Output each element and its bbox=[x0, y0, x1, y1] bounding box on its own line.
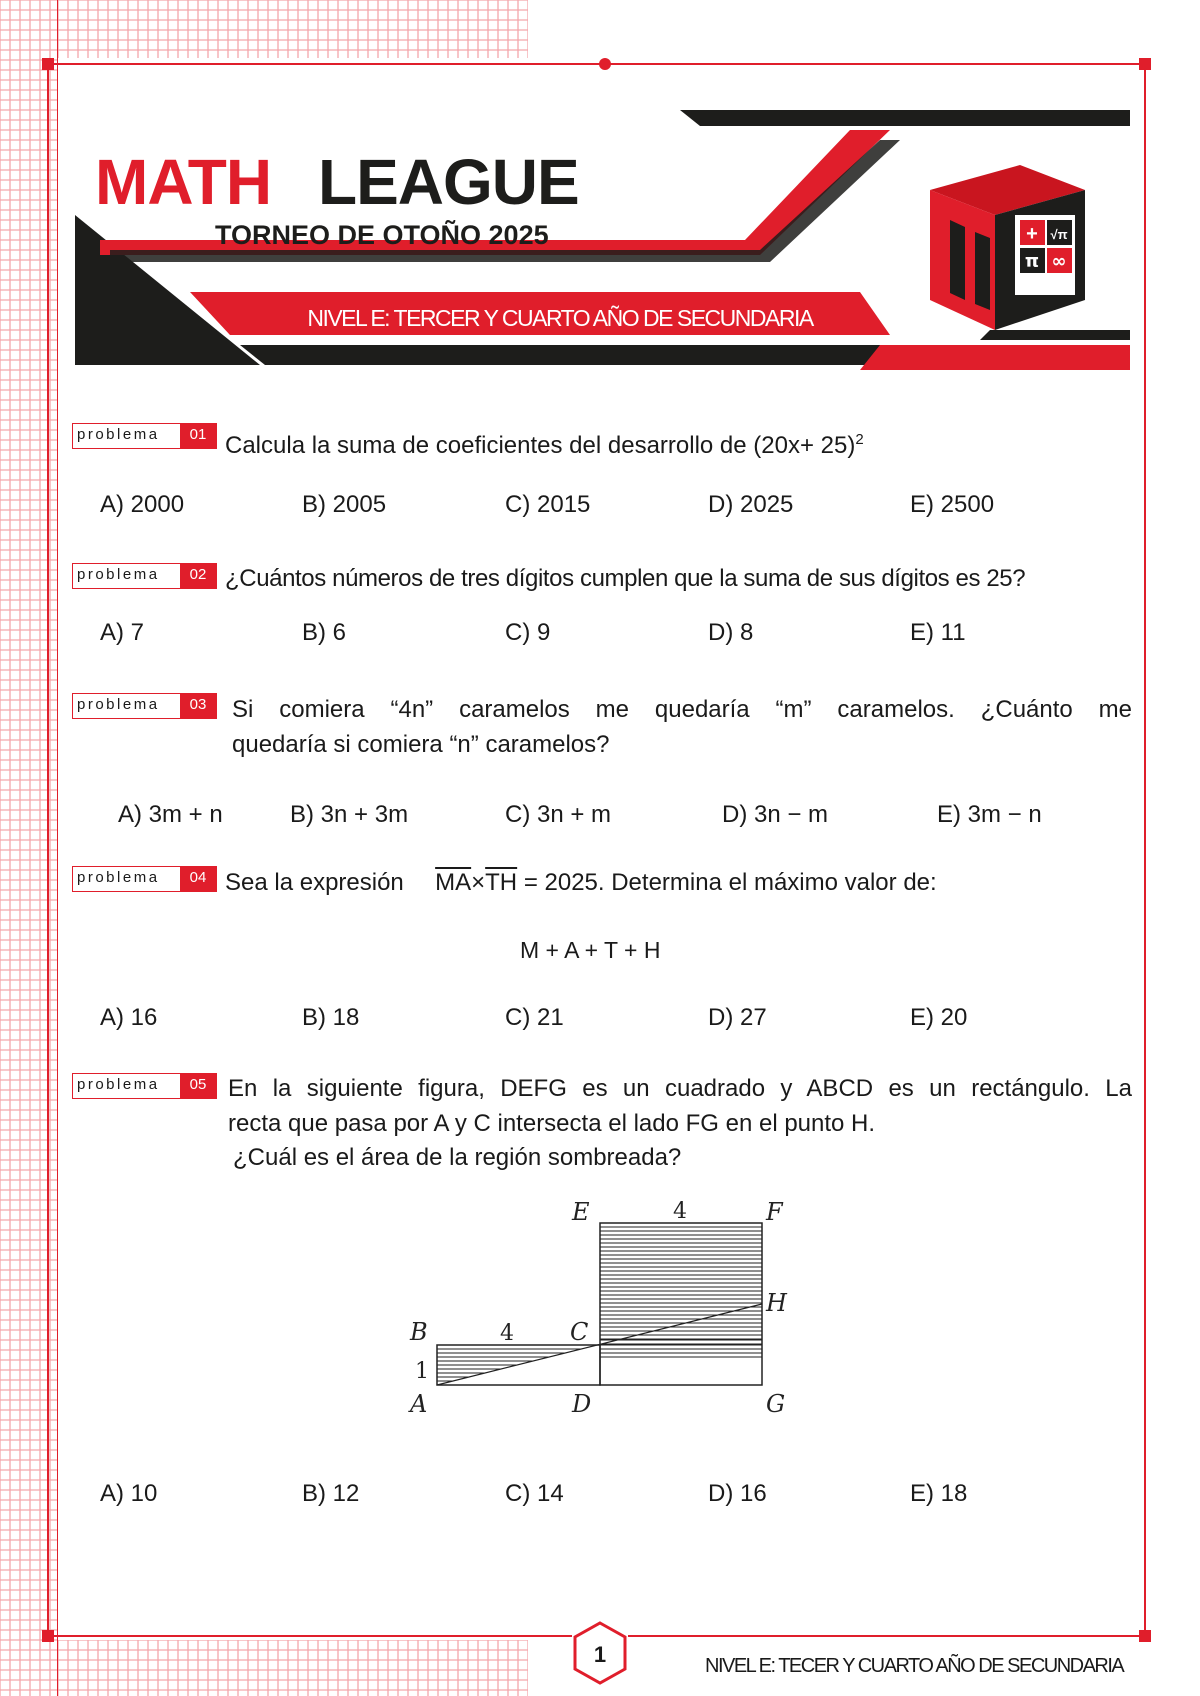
title-league: LEAGUE bbox=[318, 146, 579, 218]
option-c: C) 2015 bbox=[505, 491, 591, 518]
option-b: B) 6 bbox=[302, 619, 347, 646]
option-b: B) 3n + 3m bbox=[290, 801, 409, 828]
problem-03-line1: Si comiera “4n” caramelos me quedaría “m” caramelos. ¿Cuánto me bbox=[232, 696, 1132, 723]
option-d: D) 8 bbox=[708, 619, 754, 646]
option-d: D) 3n − m bbox=[722, 801, 829, 828]
problem-05-line2: recta que pasa por A y C intersecta el lado FG en el punto H. bbox=[228, 1110, 876, 1137]
option-a: A) 10 bbox=[100, 1480, 158, 1507]
option-c: C) 14 bbox=[505, 1480, 564, 1507]
option-c: C) 3n + m bbox=[505, 801, 612, 828]
option-b: B) 12 bbox=[302, 1480, 360, 1507]
problem-number: 04 bbox=[180, 867, 216, 891]
option-c: C) 21 bbox=[505, 1004, 564, 1031]
problem-01-text: Calcula la suma de coeficientes del desarrollo de (20x+ 25) bbox=[225, 432, 856, 459]
problem-05-line3: ¿Cuál es el área de la región sombreada? bbox=[233, 1144, 682, 1171]
option-d: D) 16 bbox=[708, 1480, 767, 1507]
logo-plus-symbol: + bbox=[1026, 223, 1038, 245]
problem-tag-04 bbox=[72, 866, 217, 892]
option-a: A) 16 bbox=[100, 1004, 158, 1031]
problem-tag-02 bbox=[72, 563, 217, 589]
numeral-th: $\overline{TH}$ bbox=[485, 869, 518, 896]
option-d: D) 2025 bbox=[708, 491, 794, 518]
label-f: F bbox=[766, 1198, 783, 1226]
label-a: A bbox=[410, 1390, 428, 1418]
label-c: C bbox=[570, 1318, 589, 1346]
logo-infinity-symbol: ∞ bbox=[1051, 251, 1067, 272]
subtitle: TORNEO DE OTOÑO 2025 bbox=[215, 220, 549, 250]
problem-tag-01 bbox=[72, 423, 217, 449]
option-e: E) 3m − n bbox=[937, 801, 1042, 828]
option-d: D) 27 bbox=[708, 1004, 767, 1031]
problem-number: 02 bbox=[180, 564, 216, 588]
problem-04-text-before: Sea la expresión bbox=[225, 869, 404, 896]
mathleague-logo bbox=[920, 160, 1095, 335]
label-h: H bbox=[766, 1289, 787, 1317]
times-sign: × bbox=[471, 869, 486, 896]
problem-number: 01 bbox=[180, 424, 216, 448]
option-e: E) 20 bbox=[910, 1004, 968, 1031]
level-banner: NIVEL E: TERCER Y CUARTO AÑO DE SECUNDARIA bbox=[307, 305, 813, 331]
page-number: 1 bbox=[593, 1642, 607, 1667]
problem-01-statement bbox=[225, 422, 864, 463]
problem-label: problema bbox=[77, 426, 160, 443]
problem-number: 05 bbox=[180, 1074, 216, 1098]
problem-label: problema bbox=[77, 1076, 160, 1093]
length-ef: 4 bbox=[673, 1199, 687, 1224]
problem-number: 03 bbox=[180, 694, 216, 718]
problem-label: problema bbox=[77, 696, 160, 713]
option-a: A) 7 bbox=[100, 619, 145, 646]
problem-04-expression: M + A + T + H bbox=[520, 937, 661, 963]
option-e: E) 11 bbox=[910, 619, 966, 646]
logo-pi-symbol: π bbox=[1024, 251, 1040, 272]
option-c: C) 9 bbox=[505, 619, 551, 646]
option-a: A) 2000 bbox=[100, 491, 185, 518]
problem-04-text-after: = 2025. Determina el máximo valor de: bbox=[523, 869, 937, 896]
option-b: B) 2005 bbox=[302, 491, 387, 518]
label-d: D bbox=[572, 1390, 592, 1418]
geometry-figure bbox=[400, 1190, 820, 1420]
option-e: E) 2500 bbox=[910, 491, 995, 518]
problem-02-text: ¿Cuántos números de tres dígitos cumplen que la suma de sus dígitos es 25? bbox=[225, 565, 1026, 592]
logo-root-pi-symbol: √π bbox=[1050, 227, 1068, 242]
option-e: E) 18 bbox=[910, 1480, 968, 1507]
footer-level: NIVEL E: TECER Y CUARTO AÑO DE SECUNDARIA bbox=[705, 1655, 1124, 1677]
problem-label: problema bbox=[77, 566, 160, 583]
title-math: MATH bbox=[95, 146, 272, 218]
length-ab: 1 bbox=[415, 1359, 429, 1384]
problem-tag-05 bbox=[72, 1073, 217, 1099]
option-a: A) 3m + n bbox=[118, 801, 223, 828]
problem-04-statement bbox=[225, 865, 937, 900]
problem-03-line2: quedaría si comiera “n” caramelos? bbox=[232, 731, 610, 758]
label-b: B bbox=[410, 1318, 428, 1346]
option-b: B) 18 bbox=[302, 1004, 360, 1031]
numeral-ma: $\overline{MA}$ bbox=[435, 869, 472, 896]
problem-label: problema bbox=[77, 869, 160, 886]
label-g: G bbox=[766, 1390, 786, 1418]
length-bc: 4 bbox=[500, 1321, 514, 1346]
label-e: E bbox=[572, 1198, 590, 1226]
problem-tag-03 bbox=[72, 693, 217, 719]
problem-01-exponent: 2 bbox=[855, 431, 864, 448]
problem-05-line1: En la siguiente figura, DEFG es un cuadrado y ABCD es un rectángulo. La bbox=[228, 1075, 1132, 1102]
